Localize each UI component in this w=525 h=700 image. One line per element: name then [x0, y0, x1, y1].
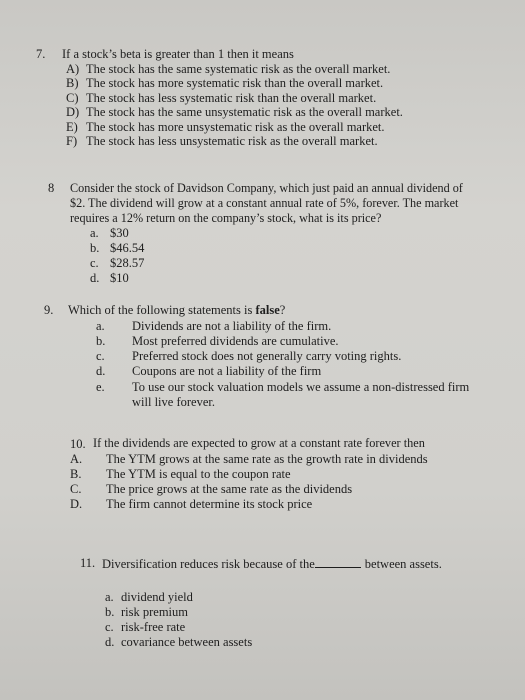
option-text: The YTM grows at the same rate as the growth rate in dividends [106, 452, 428, 466]
option-d [90, 271, 129, 285]
option-a [96, 319, 331, 333]
option-letter: d. [105, 635, 115, 649]
option-letter: C) [66, 91, 79, 105]
option-text: $30 [110, 226, 129, 240]
option-text: The stock has the same unsystematic risk as the overall market. [86, 105, 403, 119]
option-b [96, 334, 339, 348]
fill-in-blank [315, 556, 361, 568]
option-text: covariance between assets [121, 635, 253, 649]
option-text: The price grows at the same rate as the dividends [106, 482, 353, 496]
option-letter: c. [90, 256, 99, 270]
option-letter: A. [70, 452, 83, 466]
option-text: The firm cannot determine its stock price [106, 497, 313, 511]
option-text: The stock has more unsystematic risk as the overall market. [86, 120, 385, 134]
option-c [90, 256, 144, 270]
option-letter: b. [90, 241, 100, 255]
option-a [70, 452, 428, 466]
option-text: The YTM is equal to the coupon rate [106, 467, 291, 481]
option-text: Preferred stock does not generally carry voting rights. [132, 349, 402, 363]
option-text: The stock has the same systematic risk as the overall market. [86, 62, 391, 76]
option-d [70, 497, 312, 511]
option-letter: c. [96, 349, 105, 363]
option-letter: b. [105, 605, 115, 619]
option-e [66, 120, 385, 134]
option-letter: c. [105, 620, 114, 634]
option-a [66, 62, 390, 76]
option-a [90, 226, 129, 240]
option-text: Most preferred dividends are cumulative. [132, 334, 339, 348]
question-stem [102, 556, 442, 571]
option-letter: b. [96, 334, 106, 348]
option-text: $46.54 [110, 241, 145, 255]
question-stem: If a stock’s beta is greater than 1 then it means [62, 47, 294, 61]
stem-text: ? [279, 303, 286, 317]
option-c [96, 349, 401, 363]
option-text: Dividends are not a liability of the firm. [132, 319, 332, 333]
option-a [105, 590, 193, 604]
option-text: The stock has less systematic risk than the overall market. [86, 91, 377, 105]
option-c [66, 91, 376, 105]
stem-emphasis: false [255, 303, 280, 317]
option-letter: d. [90, 271, 100, 285]
option-text: $10 [110, 271, 129, 285]
option-text: To use our stock valuation models we assume a non-distressed firm [132, 380, 470, 394]
stem-text: Diversification reduces risk because of the [102, 557, 315, 571]
option-d [96, 364, 321, 378]
question-stem-line: requires a 12% return on the company’s stock, what is its price? [70, 211, 382, 225]
option-letter: E) [66, 120, 78, 134]
option-letter: D. [70, 497, 83, 511]
option-d [105, 635, 252, 649]
option-letter: d. [96, 364, 106, 378]
option-text: The stock has less unsystematic risk as the overall market. [86, 134, 378, 148]
option-text: $28.57 [110, 256, 145, 270]
option-e [96, 380, 469, 394]
option-letter: a. [96, 319, 105, 333]
option-b [90, 241, 144, 255]
option-e-continuation: will live forever. [132, 395, 215, 409]
option-c [105, 620, 185, 634]
option-letter: a. [90, 226, 99, 240]
question-number: 9. [44, 303, 54, 317]
option-text: dividend yield [121, 590, 193, 604]
option-text: Coupons are not a liability of the firm [132, 364, 322, 378]
option-c [70, 482, 352, 496]
stem-text: between assets. [364, 557, 442, 571]
option-d [66, 105, 403, 119]
option-letter: A) [66, 62, 80, 76]
option-letter: e. [96, 380, 105, 394]
option-b [66, 76, 383, 90]
question-number: 11. [80, 556, 96, 570]
option-b [105, 605, 188, 619]
question-number: 10. [70, 437, 86, 451]
question-stem-line: Consider the stock of Davidson Company, which just paid an annual dividend of [70, 181, 463, 195]
option-letter: B) [66, 76, 79, 90]
option-letter: B. [70, 467, 82, 481]
option-text: risk premium [121, 605, 189, 619]
question-stem: If the dividends are expected to grow at a constant rate forever then [93, 436, 425, 450]
option-letter: D) [66, 105, 80, 119]
question-stem [68, 303, 285, 317]
option-f [66, 134, 378, 148]
option-letter: a. [105, 590, 114, 604]
question-number: 8 [48, 181, 55, 195]
option-letter: C. [70, 482, 82, 496]
question-stem-line: $2. The dividend will grow at a constant annual rate of 5%, forever. The market [70, 196, 459, 210]
question-number: 7. [36, 47, 46, 61]
stem-text: Which of the following statements is [68, 303, 256, 317]
option-b [70, 467, 291, 481]
option-text: The stock has more systematic risk than the overall market. [86, 76, 384, 90]
option-text: risk-free rate [121, 620, 186, 634]
option-letter: F) [66, 134, 78, 148]
